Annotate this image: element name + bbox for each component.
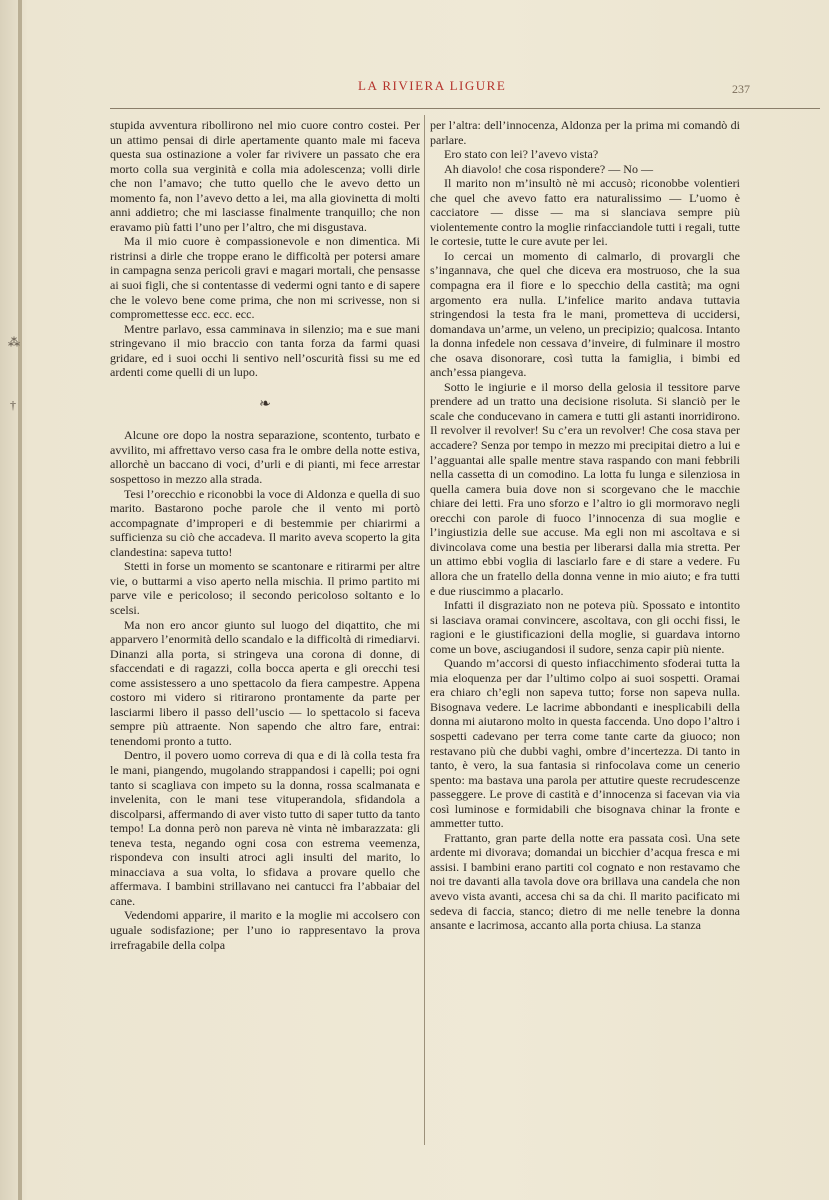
column-divider bbox=[424, 115, 425, 1145]
margin-mark: ⁂ bbox=[8, 335, 20, 349]
margin-mark: † bbox=[10, 398, 16, 412]
paragraph: Sotto le ingiurie e il morso della gelosia il tessitore parve prendere ad un tratto una decisione risoluta. Si slanciò per le scale che conducevano in camera e tutti gli astanti inorridirono. Il revolver il revolver! Su c’era un revolver! Che cosa stava per accadere? Senza por tempo in mezzo mi precipitai dietro a lui e l’agguantai alle spalle mentre stava raspando con mani febbrili nella cassetta di un comodino. La lotta fu lunga e silenziosa in quella camera buia dove non si scorgevano che le macchie chiare dei letti. Fra uno sforzo e l’altro io gli mormoravo negli orecchi con parole di fuoco l’innocenza di sua moglie e l’ingiustizia delle sue accuse. Ma egli non mi ascoltava e si divincolava come una bestia per liberarsi dalla mia stretta. Per un attimo ebbi voglia di lasciarlo fare e di stare a vedere. Fu allora che un fratello della donna venne in mio aiuto; e fra tutti e due riuscimmo a placarlo. bbox=[430, 379, 740, 598]
paragraph: Tesi l’orecchio e riconobbi la voce di Aldonza e quella di suo marito. Bastarono poche parole che il vento mi portò accompagnate d’improperi e di bestemmie per chiarirmi a sufficienza su ciò che accadeva. Il marito aveva scoperto la gita clandestina: sapeva tutto! bbox=[110, 486, 420, 559]
running-title: LA RIVIERA LIGURE bbox=[358, 78, 507, 93]
paragraph: stupida avventura ribollirono nel mio cuore contro costei. Per un attimo pensai di dirle apertamente quanto male mi faceva questa sua ostinazione a voler far rivivere un passato che era morto colla sua verginità e colla mia adolescenza; volli dirle che non l’amavo; che tutto quello che le avevo detto un momento fa, non l’avevo detto a lei, ma alla giovinetta di molti anni addietro; che mi lasciasse finalmente tranquillo; che non eravamo più fatti l’uno per l’altro, che mi disgustava. bbox=[110, 118, 420, 234]
section-ornament: ❧ bbox=[259, 396, 271, 412]
paragraph: per l’altra: dell’innocenza, Aldonza per la prima mi comandò di parlare. bbox=[430, 118, 740, 147]
paragraph: Io cercai un momento di calmarlo, di provargli che s’ingannava, che quel che diceva era mostruoso, che la sua compagna era il fiore e lo specchio della castità; ma ogni argomento era nulla. L’infelice marito andava tuttavia stringendosi la testa fra le mani, prometteva di uccidersi, domandava un’arme, un veleno, un precipizio; qualcosa. Intanto la donna infedele non cessava d’inveire, di fulminare il mostro che osava disonorare, così tutta la famiglia, i bimbi ed anch’essa piangeva. bbox=[430, 248, 740, 380]
paragraph: Dentro, il povero uomo correva di qua e di là colla testa fra le mani, piangendo, mugolando strappandosi i capelli; poi ogni tanto si scagliava con impeto su la donna, rossa scalmanata e invelenita, con le mani tese vituperandola, sfidandola a discolparsi, affermando di aver visto tutto di saper tutto da tanto tempo! La donna però non pareva nè vinta nè imbarazzata: gli teneva testa, negando ogni cosa con estrema veemenza, rispondeva con insulti atroci agli insulti del marito, lo minacciava a sua volta, lo sfidava a provare quello che affermava. I bambini strillavano nei cantucci fra l’abbaiar del cane. bbox=[110, 748, 420, 908]
paragraph: Alcune ore dopo la nostra separazione, scontento, turbato e avvilito, mi affrettavo verso casa fra le ombre della notte estiva, allorchè un baccano di voci, d’urli e di pianti, mi fece arrestar sospettoso in mezzo alla strada. bbox=[110, 428, 420, 487]
paragraph: Ma non ero ancor giunto sul luogo del diqattito, che mi apparvero l’enormità dello scandalo e la difficoltà di rimediarvi. Dinanzi alla porta, si stringeva una corona di donne, di sfaccendati e di ragazzi, colla bocca aperta e gli orecchi tesi come assistessero a uno spettacolo da fiera campestre. Appena costoro mi videro si ritirarono prontamente da parte per lasciarmi libero il passo dell’uscio — lo spettacolo si faceva sempre più attraente. Non sapendo che altro fare, entrai: tenendomi pronto a tutto. bbox=[110, 617, 420, 748]
binding-edge bbox=[18, 0, 22, 1200]
paragraph: Vedendomi apparire, il marito e la moglie mi accolsero con uguale sodisfazione; per l’uno io rappresentavo la prova irrefragabile della colpa bbox=[110, 908, 420, 952]
right-column bbox=[430, 118, 740, 933]
paragraph: Quando m’accorsi di questo infiacchimento sfoderai tutta la mia eloquenza per dar l’ultimo colpo ai suoi sospetti. Oramai era chiaro ch’egli non sapeva tutto; forse non sapeva nulla. Bisognava vedere. Le lacrime abbondanti e inesplicabili della donna mi aiutarono molto in questa faccenda. Uno dopo l’altro i sospetti cadevano per terra come tante carte da giuoco; non restavano più che dubbi vaghi, ombre d’incertezza. Di tanto in tanto, è vero, la sua fantasia si rinfocolava come un cenerio spento: ma bastava una parola per attutire queste recrudescenze passeggere. Le prove di castità e d’innocenza si facevan via via così luminose e formidabili che bisognava chinar la fronte e ammetter tutto. bbox=[430, 656, 740, 831]
paragraph: Frattanto, gran parte della notte era passata così. Una sete ardente mi divorava; domandai un bicchier d’acqua fresca e mi assisi. I bambini erano partiti col cognato e non restavamo che noi tre davanti alla tavola dove ora brillava una candela che non avevo vista avanti, accesa chi sa da chi. Il marito pacificato mi sedeva di faccia, stanco; dietro di me nelle tenebre la donna ansante e lacrimosa, accanto alla porta chiusa. La stanza bbox=[430, 830, 740, 933]
paragraph: Il marito non m’insultò nè mi accusò; riconobbe volentieri che quel che avevo fatto era naturalissimo — L’uomo è cacciatore — disse — ma si slanciava sempre più violentemente contro la moglie rinfacciandole tutti i regali, tutte le cortesie, tutte le cure avute per lei. bbox=[430, 176, 740, 249]
paragraph: Infatti il disgraziato non ne poteva più. Spossato e intontito si lasciava oramai convincere, ascoltava, con gli occhi fissi, le ragioni e le giustificazioni della moglie, si guardava intorno come un bove, asciugandosi il sudore, senza capir più niente. bbox=[430, 598, 740, 656]
paragraph: Ma il mio cuore è compassionevole e non dimentica. Mi ristrinsi a dirle che troppe erano le difficoltà per potersi amare in campagna senza pericoli gravi e magari mortali, che pensasse ai suoi figli, che si contentasse di vedermi ogni tanto e di sapere che le volevo bene come prima, che non mi scrivesse, non si compromettesse ecc. ecc. ecc. bbox=[110, 234, 420, 322]
page-header bbox=[130, 78, 750, 100]
paragraph: Stetti in forse un momento se scantonare e ritirarmi per altre vie, o buttarmi a viso aperto nella mischia. Il primo partito mi parve vile e pericoloso; il secondo pericoloso soltanto e lo scelsi. bbox=[110, 559, 420, 617]
paragraph: Ah diavolo! che cosa rispondere? — No — bbox=[444, 161, 654, 176]
paragraph: Mentre parlavo, essa camminava in silenzio; ma e sue mani stringevano il mio braccio con tanta forza da farmi quasi gridare, ed i suoi occhi li sentivo nell’oscurità fissi su me ed ardenti come quelli di un lupo. bbox=[110, 321, 420, 380]
paragraph: Ero stato con lei? l’avevo vista? bbox=[444, 147, 599, 162]
page-number: 237 bbox=[732, 82, 750, 96]
left-column bbox=[110, 118, 420, 952]
header-rule bbox=[110, 108, 820, 109]
